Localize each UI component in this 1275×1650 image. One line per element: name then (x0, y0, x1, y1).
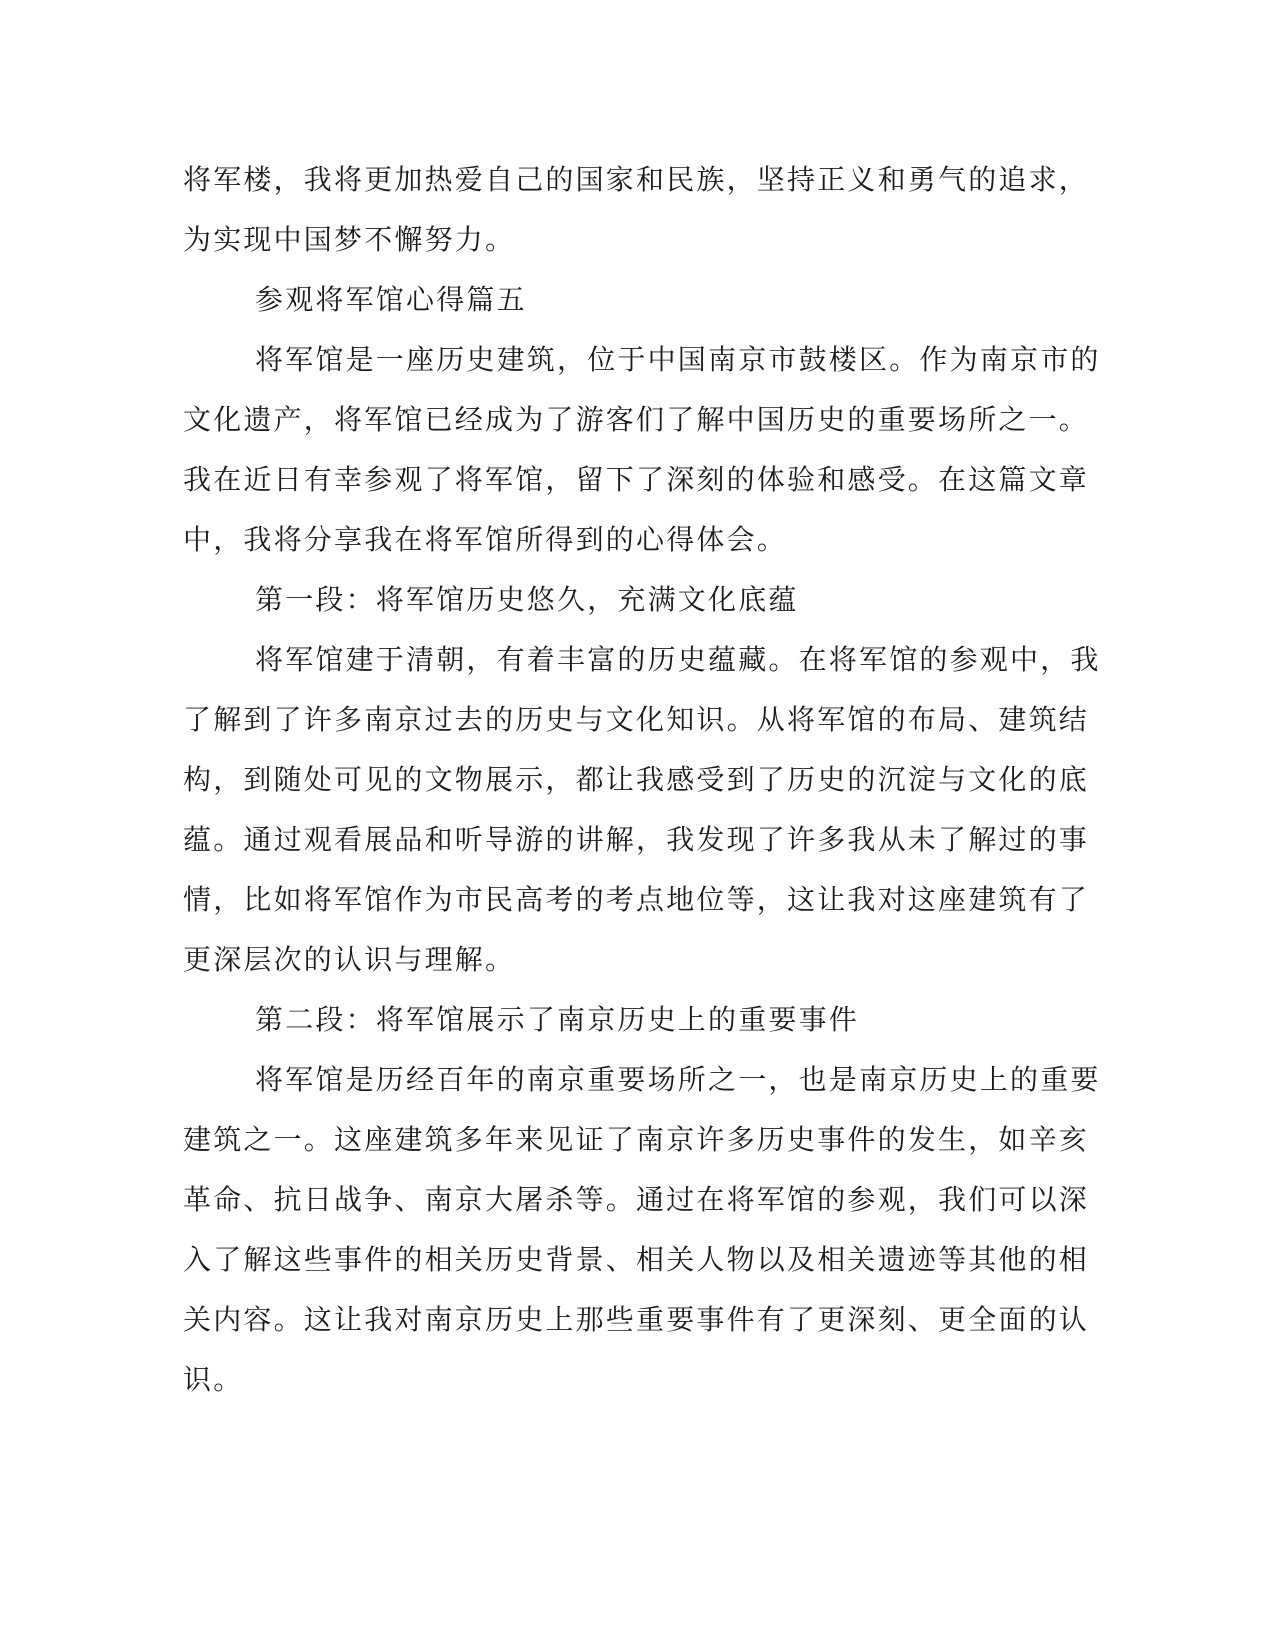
text-line: 情，比如将军馆作为市民高考的考点地位等，这让我对这座建筑有了 (183, 883, 1090, 916)
text-line: 中，我将分享我在将军馆所得到的心得体会。 (183, 523, 788, 556)
text-line: 文化遗产，将军馆已经成为了游客们了解中国历史的重要场所之一。 (183, 403, 1090, 436)
text-line: 建筑之一。这座建筑多年来见证了南京许多历史事件的发生，如辛亥 (183, 1123, 1090, 1156)
section-heading: 第一段：将军馆历史悠久，充满文化底蕴 (255, 583, 799, 616)
text-line: 关内容。这让我对南京历史上那些重要事件有了更深刻、更全面的认 (183, 1303, 1090, 1336)
section-heading: 第二段：将军馆展示了南京历史上的重要事件 (255, 1003, 860, 1036)
document-body (183, 150, 1101, 1410)
paragraph-start: 将军馆是一座历史建筑，位于中国南京市鼓楼区。作为南京市的 (255, 343, 1101, 376)
text-line: 更深层次的认识与理解。 (183, 943, 516, 976)
text-line: 革命、抗日战争、南京大屠杀等。通过在将军馆的参观，我们可以深 (183, 1183, 1090, 1216)
paragraph-start: 将军馆建于清朝，有着丰富的历史蕴藏。在将军馆的参观中，我 (255, 643, 1101, 676)
text-line: 将军楼，我将更加热爱自己的国家和民族，坚持正义和勇气的追求， (183, 163, 1090, 196)
text-line: 蕴。通过观看展品和听导游的讲解，我发现了许多我从未了解过的事 (183, 823, 1090, 856)
text-line: 为实现中国梦不懈努力。 (183, 223, 516, 256)
text-line: 构，到随处可见的文物展示，都让我感受到了历史的沉淀与文化的底 (183, 763, 1090, 796)
text-line: 了解到了许多南京过去的历史与文化知识。从将军馆的布局、建筑结 (183, 703, 1090, 736)
paragraph-start: 将军馆是历经百年的南京重要场所之一，也是南京历史上的重要 (255, 1063, 1101, 1096)
text-line: 入了解这些事件的相关历史背景、相关人物以及相关遗迹等其他的相 (183, 1243, 1090, 1276)
section-heading: 参观将军馆心得篇五 (255, 283, 527, 316)
text-line: 识。 (183, 1363, 244, 1396)
text-line: 我在近日有幸参观了将军馆，留下了深刻的体验和感受。在这篇文章 (183, 463, 1090, 496)
